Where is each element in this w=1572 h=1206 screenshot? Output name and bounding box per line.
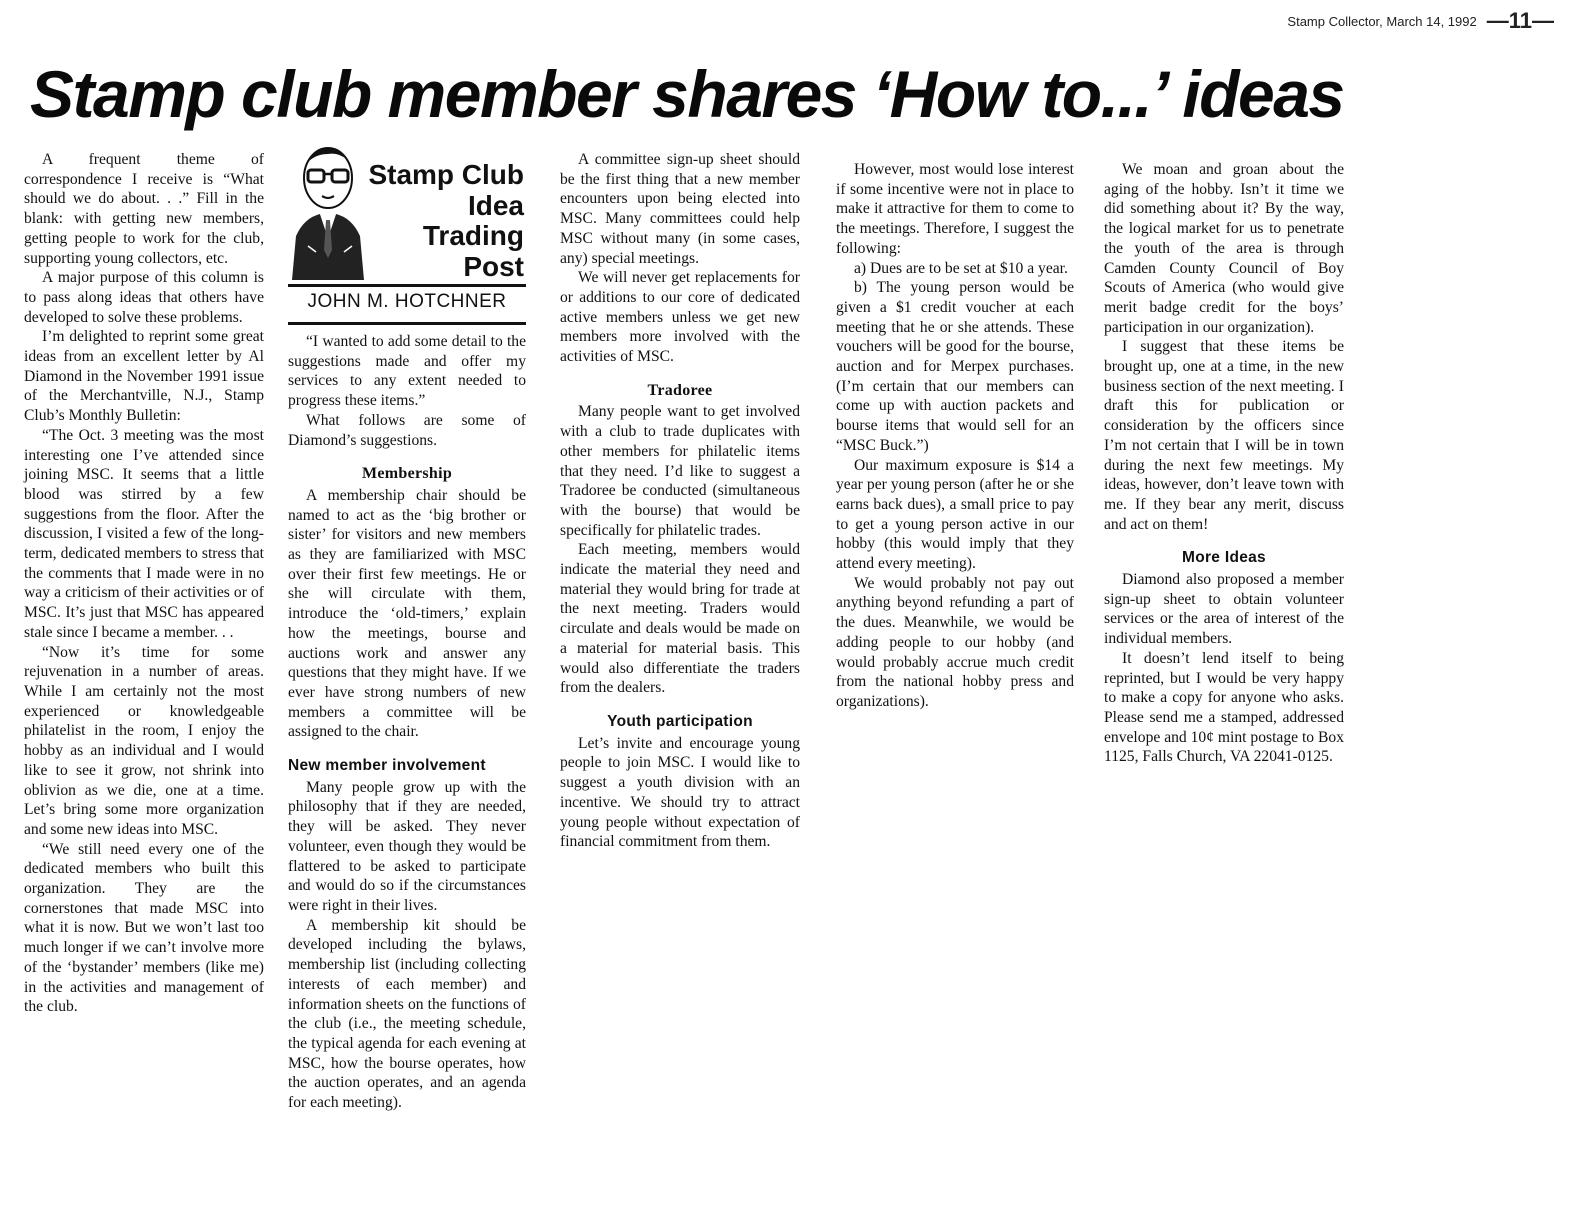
page-number: —11— bbox=[1486, 8, 1554, 33]
section-heading-youth: Youth participation bbox=[607, 712, 753, 730]
headline: Stamp club member shares ‘How to...’ ideas bbox=[30, 57, 1344, 131]
column-4 bbox=[836, 160, 1074, 712]
body-paragraph: I suggest that these items be brought up, one at a time, in the new business section of the next meeting. I draft this for publication or consideration by the officers since I’m not certain that I will be in town during the next few meetings. My ideas, however, don’t leave town with me. If they bear any merit, discuss and act on them! bbox=[1104, 338, 1344, 533]
list-item: b) The young person would be given a $1 credit voucher at each meeting that he or she attends. These vouchers will be good for the bourse, auction and for Merpex purchases. (I’m certain that our members can come up with auction packets and bourse items that would sell for an “MSC Buck.”) bbox=[836, 279, 1074, 454]
byline: JOHN M. HOTCHNER bbox=[307, 291, 507, 312]
body-paragraph: A membership kit should be developed including the bylaws, membership list (including collecting interests of each member) and information sheets on the functions of the club (i.e., the meeting schedule, the typical agenda for each evening at MSC, how the bourse operates, how the auction operates, and an agenda for each meeting). bbox=[288, 916, 526, 1112]
body-paragraph: Each meeting, members would indicate the material they need and material they would bring for trade at the next meeting. Traders would circulate and deals would be made on a material for material basis. This would also differentiate the traders from the dealers. bbox=[560, 541, 800, 697]
body-paragraph: What follows are some of Diamond’s suggestions. bbox=[288, 411, 526, 449]
body-paragraph: Let’s invite and encourage young people to join MSC. I would like to suggest a youth division with an incentive. We should try to attract young people without expectation of financial commitment from them. bbox=[560, 734, 800, 851]
intro-paragraph: “We still need every one of the dedicated members who built this organization. They are the cornerstones that made MSC into what it is now. But we won’t last too much longer if we can’t involve more of the ‘bystander’ members (like me) in the activities and management of the club. bbox=[24, 840, 264, 1016]
body-paragraph: A membership chair should be named to act as the ‘big brother or sister’ for visitors and new members as they are familiarized with MSC over their first few meetings. He or she will circulate with them, introduce the ‘old-timers,’ explain how the meetings, bourse and auctions work and answer any questions that they might have. If we ever have strong numbers of new members a committee will be assigned to the chair. bbox=[288, 486, 526, 741]
body-paragraph: However, most would lose interest if some incentive were not in place to make it attractive for them to come to the meetings. Therefore, I suggest the following: bbox=[836, 161, 1074, 257]
intro-paragraph: “Now it’s time for some rejuvenation in a number of areas. While I am certainly not the most experienced or knowledgeable philatelist in the room, I enjoy the hobby as an individual and I would like to see it grow, not shrink into oblivion as we die, one at a time. Let’s bring some more organization and some new ideas into MSC. bbox=[24, 643, 264, 838]
body-paragraph: Our maximum exposure is $14 a year per young person (after he or she earns back dues), a small price to pay to get a young person active in our hobby (this would imply that they attend every meeting). bbox=[836, 456, 1074, 573]
column-5 bbox=[1104, 160, 1344, 767]
section-heading-membership: Membership bbox=[361, 465, 453, 483]
column-2 bbox=[288, 142, 526, 1113]
logo-rule-bottom bbox=[288, 322, 526, 325]
logo-rule-top bbox=[288, 284, 526, 287]
intro-paragraph: A frequent theme of correspondence I receive is “What should we do about. . .” Fill in the blank: with getting new members, getting people to work for the club, supporting young collectors, etc. bbox=[24, 151, 264, 267]
publication-date: Stamp Collector, March 14, 1992 bbox=[1287, 14, 1477, 29]
body-paragraph: Many people want to get involved with a club to trade duplicates with other members for philatelic items that they need. I’d like to suggest a Tradoree be conducted (simultaneous with the bourse) that would be specifically for philatelic trades. bbox=[560, 403, 800, 539]
intro-paragraph: “The Oct. 3 meeting was the most interesting one I’ve attended since joining MSC. It seems that a little blood was stirred by a few suggestions from the floor. After the discussion, I visited a few of the long-term, dedicated members to stress that the comments that I made were in no way a criticism of their activities or of MSC. It’s just that MSC has appeared stale since I became a member. . . bbox=[24, 426, 264, 641]
quote-paragraph: “I wanted to add some detail to the suggestions made and offer my services to any extent needed to progress these items.” bbox=[288, 333, 526, 410]
column-logo-title: Stamp Club Idea Trading Post bbox=[368, 159, 524, 282]
section-heading-tradoree: Tradoree bbox=[647, 381, 713, 399]
section-heading-more-ideas: More Ideas bbox=[1182, 549, 1266, 567]
intro-paragraph: I’m delighted to reprint some great ideas from an excellent letter by Al Diamond in the November 1991 issue of the Merchantville, N.J., Stamp Club’s Monthly Bulletin: bbox=[24, 328, 264, 425]
author-portrait bbox=[288, 142, 368, 282]
page-folio bbox=[1287, 8, 1554, 34]
intro-paragraph: A major purpose of this column is to pass along ideas that others have developed to solve these problems. bbox=[24, 269, 264, 326]
list-item: a) Dues are to be set at $10 a year. bbox=[854, 259, 1068, 277]
column-1 bbox=[24, 150, 264, 1017]
body-paragraph: We will never get replacements for or additions to our core of dedicated active members unless we get new members more involved with the activities of MSC. bbox=[560, 269, 800, 366]
body-paragraph: We moan and groan about the aging of the hobby. Isn’t it time we did something about it? By the way, the logical market for us to penetrate the youth of the area is through Camden County Council of Boy Scouts of America (who would give merit badge credit for the boys’ participation in our organization). bbox=[1104, 161, 1344, 336]
body-paragraph: Diamond also proposed a member sign-up sheet to obtain volunteer services or the area of interest of the individual members. bbox=[1104, 571, 1344, 648]
body-paragraph: It doesn’t lend itself to being reprinted, but I would be very happy to make a copy for anyone who asks. Please send me a stamped, addressed envelope and 10¢ mint postage to Box 1125, Falls Church, VA 22041-0125. bbox=[1104, 649, 1344, 766]
body-paragraph: Many people grow up with the philosophy that if they are needed, they will be asked. They never volunteer, even though they would be flattered to be asked to participate and would do so if the circumstances were right in their lives. bbox=[288, 778, 526, 914]
column-3 bbox=[560, 150, 800, 852]
body-paragraph: A committee sign-up sheet should be the first thing that a new member encounters upon being elected into MSC. Many committees could help MSC without many (in some cases, any) special meetings. bbox=[560, 151, 800, 267]
column-logo bbox=[288, 142, 526, 324]
body-paragraph: We would probably not pay out anything beyond refunding a part of the dues. Meanwhile, we would be adding people to our hobby (and would probably accrue much credit from the national hobby press and organizations). bbox=[836, 574, 1074, 710]
section-heading-new-member: New member involvement bbox=[288, 757, 486, 775]
